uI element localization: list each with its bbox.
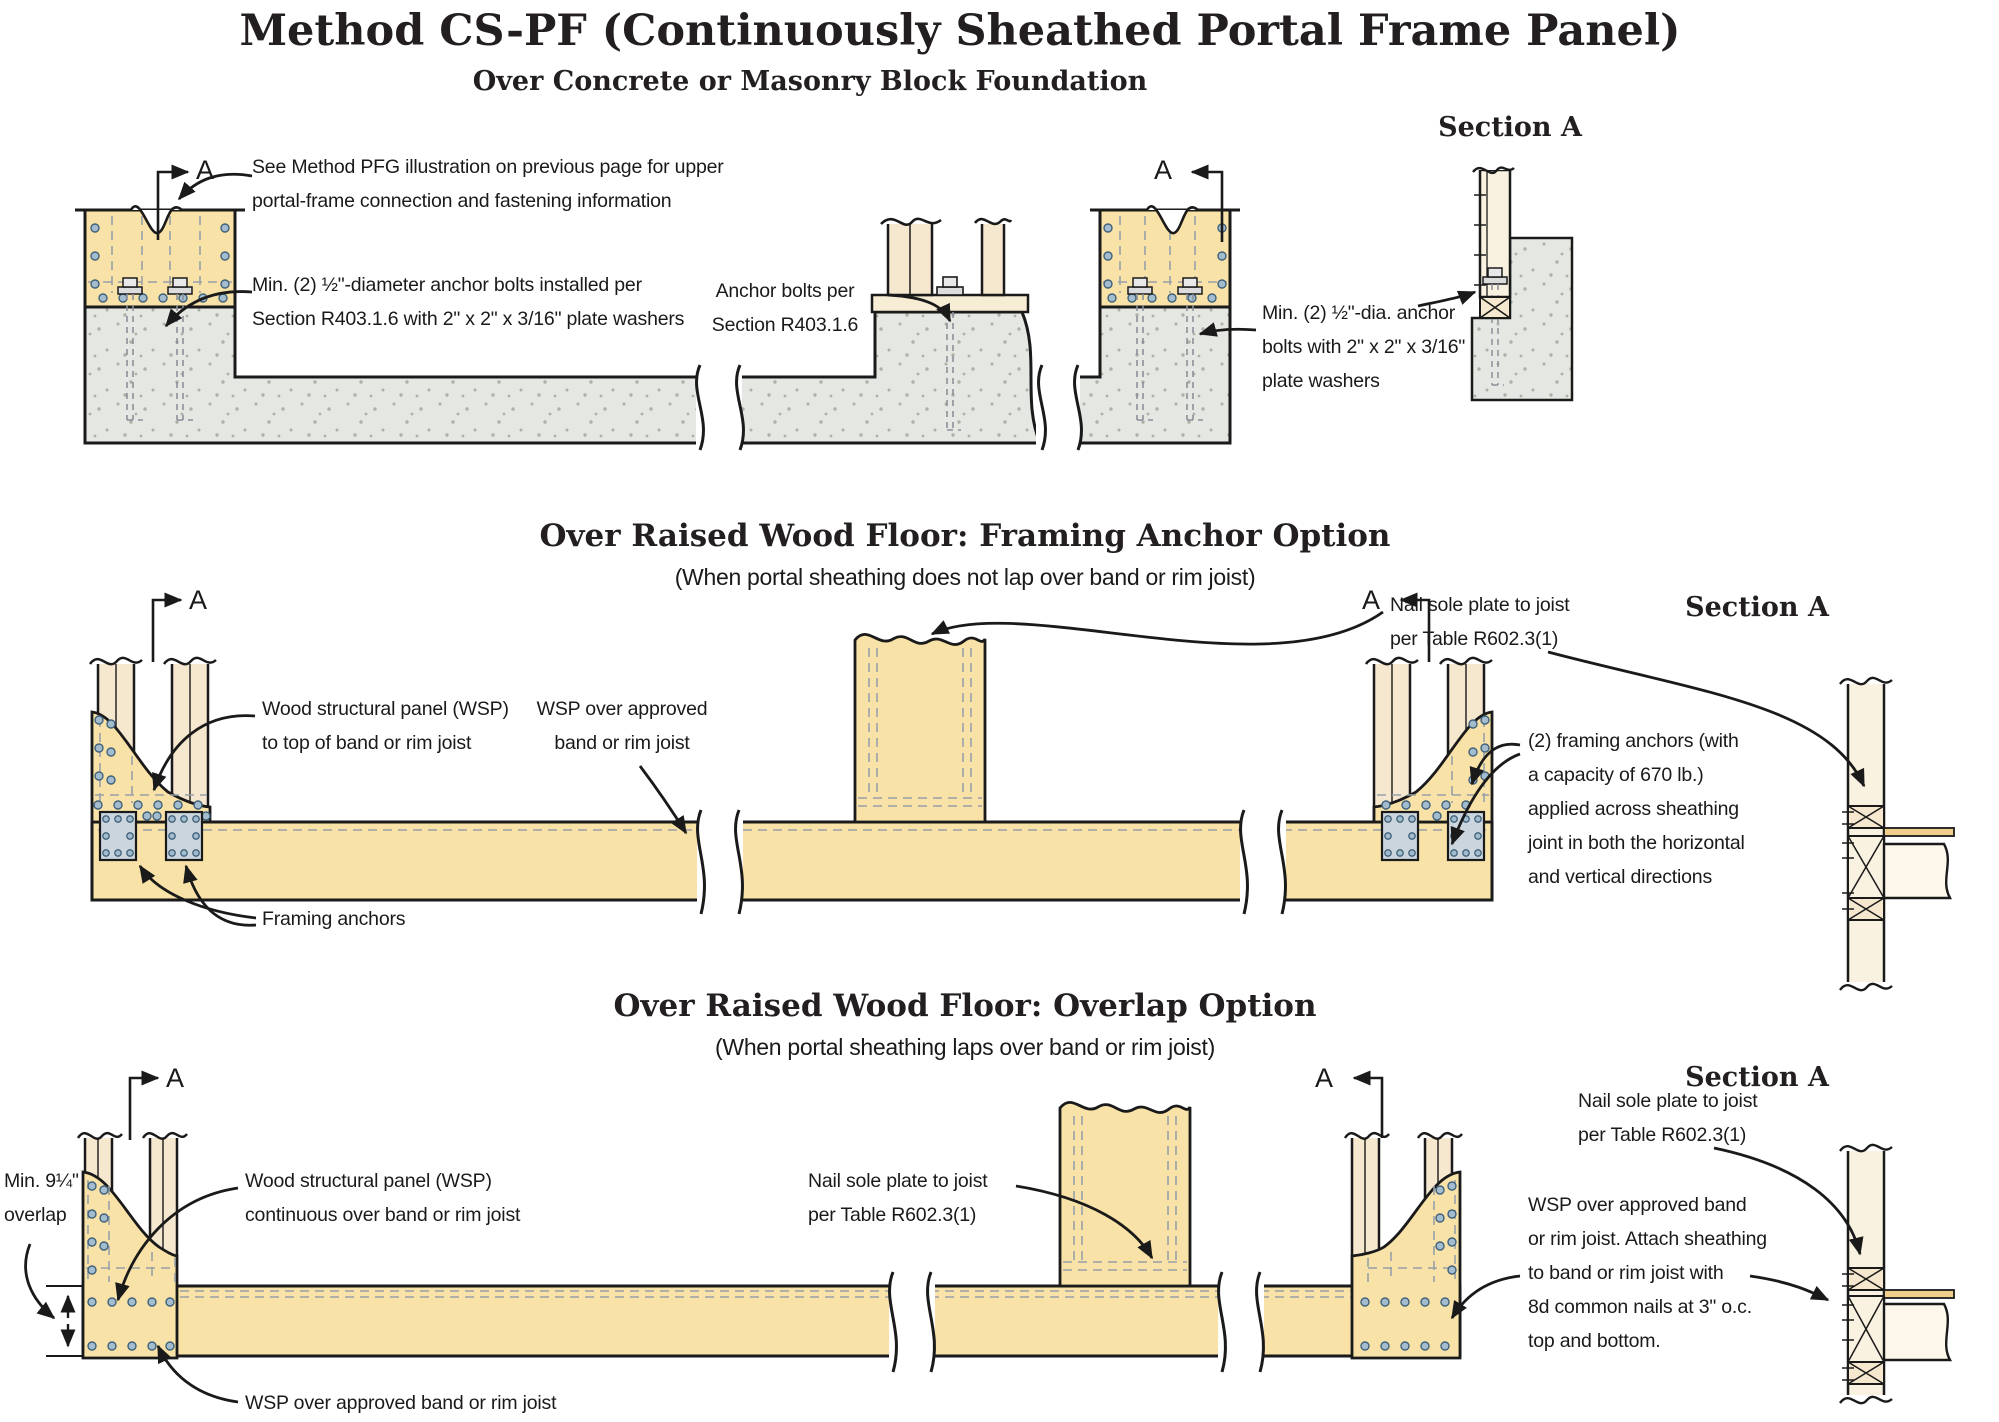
label-min-dia-anchor <box>1262 296 1465 398</box>
label-line: portal-frame connection and fastening information <box>252 190 672 212</box>
label-wsp-continuous <box>245 1164 520 1232</box>
section-marker-letter: A <box>1154 155 1173 185</box>
label-line: Anchor bolts per <box>715 280 855 302</box>
page-title: Method CS-PF (Continuously Sheathed Portal Frame Panel) <box>239 6 1681 56</box>
framing-anchor-plate <box>166 812 202 860</box>
floor-sheathing <box>1884 828 1954 836</box>
label-line: per Table R602.3(1) <box>1578 1124 1747 1146</box>
label-anchor-bolts-per <box>690 274 880 342</box>
label-line: 8d common nails at 3" o.c. <box>1528 1296 1752 1318</box>
label-line: band or rim joist <box>554 732 690 754</box>
label-two-framing-anchors <box>1528 724 1745 894</box>
concrete-stem-right <box>1078 307 1230 443</box>
label-nail-sole-plate-right <box>1578 1084 1757 1152</box>
row1-section-a-detail <box>1470 152 1572 400</box>
row2-section-a-detail <box>1838 666 1954 996</box>
joist <box>1884 844 1950 898</box>
label-line: continuous over band or rim joist <box>245 1204 521 1226</box>
floor-sheathing <box>1884 1290 1954 1298</box>
label-line: WSP over approved band <box>1528 1194 1747 1216</box>
label-line: Wood structural panel (WSP) <box>245 1170 492 1192</box>
row3-wall-block <box>1060 1102 1190 1286</box>
label-min-anchor-bolts <box>252 268 684 336</box>
label-line: bolts with 2" x 2" x 3/16" <box>1262 336 1466 358</box>
label-line: WSP over approved band or rim joist <box>245 1392 557 1414</box>
section-marker-letter: A <box>189 585 208 615</box>
label-line: Nail sole plate to joist <box>1578 1090 1758 1112</box>
overlap-dimension <box>46 1286 84 1356</box>
framing-anchor-plate <box>1448 812 1484 860</box>
row2-section-a-heading: Section A <box>1685 592 1829 623</box>
label-line: (2) framing anchors (with <box>1528 730 1739 752</box>
label-line: Wood structural panel (WSP) <box>262 698 509 720</box>
label-line: to band or rim joist with <box>1528 1262 1724 1284</box>
label-see-method-pfg <box>252 150 724 218</box>
label-wsp-top-of-band <box>262 692 509 760</box>
label-line: Section R403.1.6 <box>711 314 859 336</box>
sill-plate <box>872 295 1028 312</box>
label-line: Nail sole plate to joist <box>808 1170 988 1192</box>
label-wsp-over-band-bottom <box>245 1386 556 1420</box>
joist <box>1884 1304 1950 1360</box>
label-wsp-8d-nails <box>1528 1188 1767 1358</box>
row2-wall-block <box>855 634 985 822</box>
label-line: per Table R602.3(1) <box>1390 628 1559 650</box>
label-line: joint in both the horizontal <box>1528 832 1745 854</box>
label-wsp-over-band <box>532 692 712 760</box>
row2-subheading: (When portal sheathing does not lap over band or rim joist) <box>674 564 1256 590</box>
row1-heading: Over Concrete or Masonry Block Foundation <box>472 66 1148 97</box>
row3-section-a-heading: Section A <box>1685 1062 1829 1093</box>
label-line: plate washers <box>1262 370 1380 392</box>
label-line: See Method PFG illustration on previous page for upper <box>252 156 724 178</box>
label-nail-sole-plate-mid <box>808 1164 987 1232</box>
row2-heading: Over Raised Wood Floor: Framing Anchor Option <box>539 518 1391 554</box>
section-marker-letter: A <box>196 155 215 185</box>
label-line: per Table R602.3(1) <box>808 1204 977 1226</box>
label-framing-anchors <box>262 902 405 936</box>
row3-subheading: (When portal sheathing laps over band or rim joist) <box>715 1034 1215 1060</box>
label-line: applied across sheathing <box>1528 798 1739 820</box>
section-marker-letter: A <box>166 1063 185 1093</box>
framing-anchor-plate <box>1382 812 1418 860</box>
label-line: or rim joist. Attach sheathing <box>1528 1228 1767 1250</box>
label-nail-sole-plate-row2 <box>1390 588 1569 656</box>
label-line: Framing anchors <box>262 908 406 930</box>
section-marker-letter: A <box>1362 585 1381 615</box>
label-line: Nail sole plate to joist <box>1390 594 1570 616</box>
label-line: Min. (2) ½"-dia. anchor <box>1262 302 1456 324</box>
label-min-overlap <box>4 1164 79 1232</box>
label-line: and vertical directions <box>1528 866 1712 888</box>
label-line: overlap <box>4 1204 67 1226</box>
row3-section-a-detail <box>1838 1133 1954 1409</box>
stud <box>982 222 1004 295</box>
label-line: a capacity of 670 lb.) <box>1528 764 1704 786</box>
label-line: top and bottom. <box>1528 1330 1661 1352</box>
label-line: Min. 9¼" <box>4 1170 79 1192</box>
row1-section-a-heading: Section A <box>1438 112 1582 143</box>
label-line: Section R403.1.6 with 2" x 2" x 3/16" plate washers <box>252 308 685 330</box>
label-line: Min. (2) ½"-diameter anchor bolts installed per <box>252 274 642 296</box>
label-line: WSP over approved <box>536 698 708 720</box>
section-marker-letter: A <box>1315 1063 1334 1093</box>
row3-heading: Over Raised Wood Floor: Overlap Option <box>613 988 1317 1024</box>
framing-anchor-plate <box>100 812 136 860</box>
label-line: to top of band or rim joist <box>262 732 472 754</box>
